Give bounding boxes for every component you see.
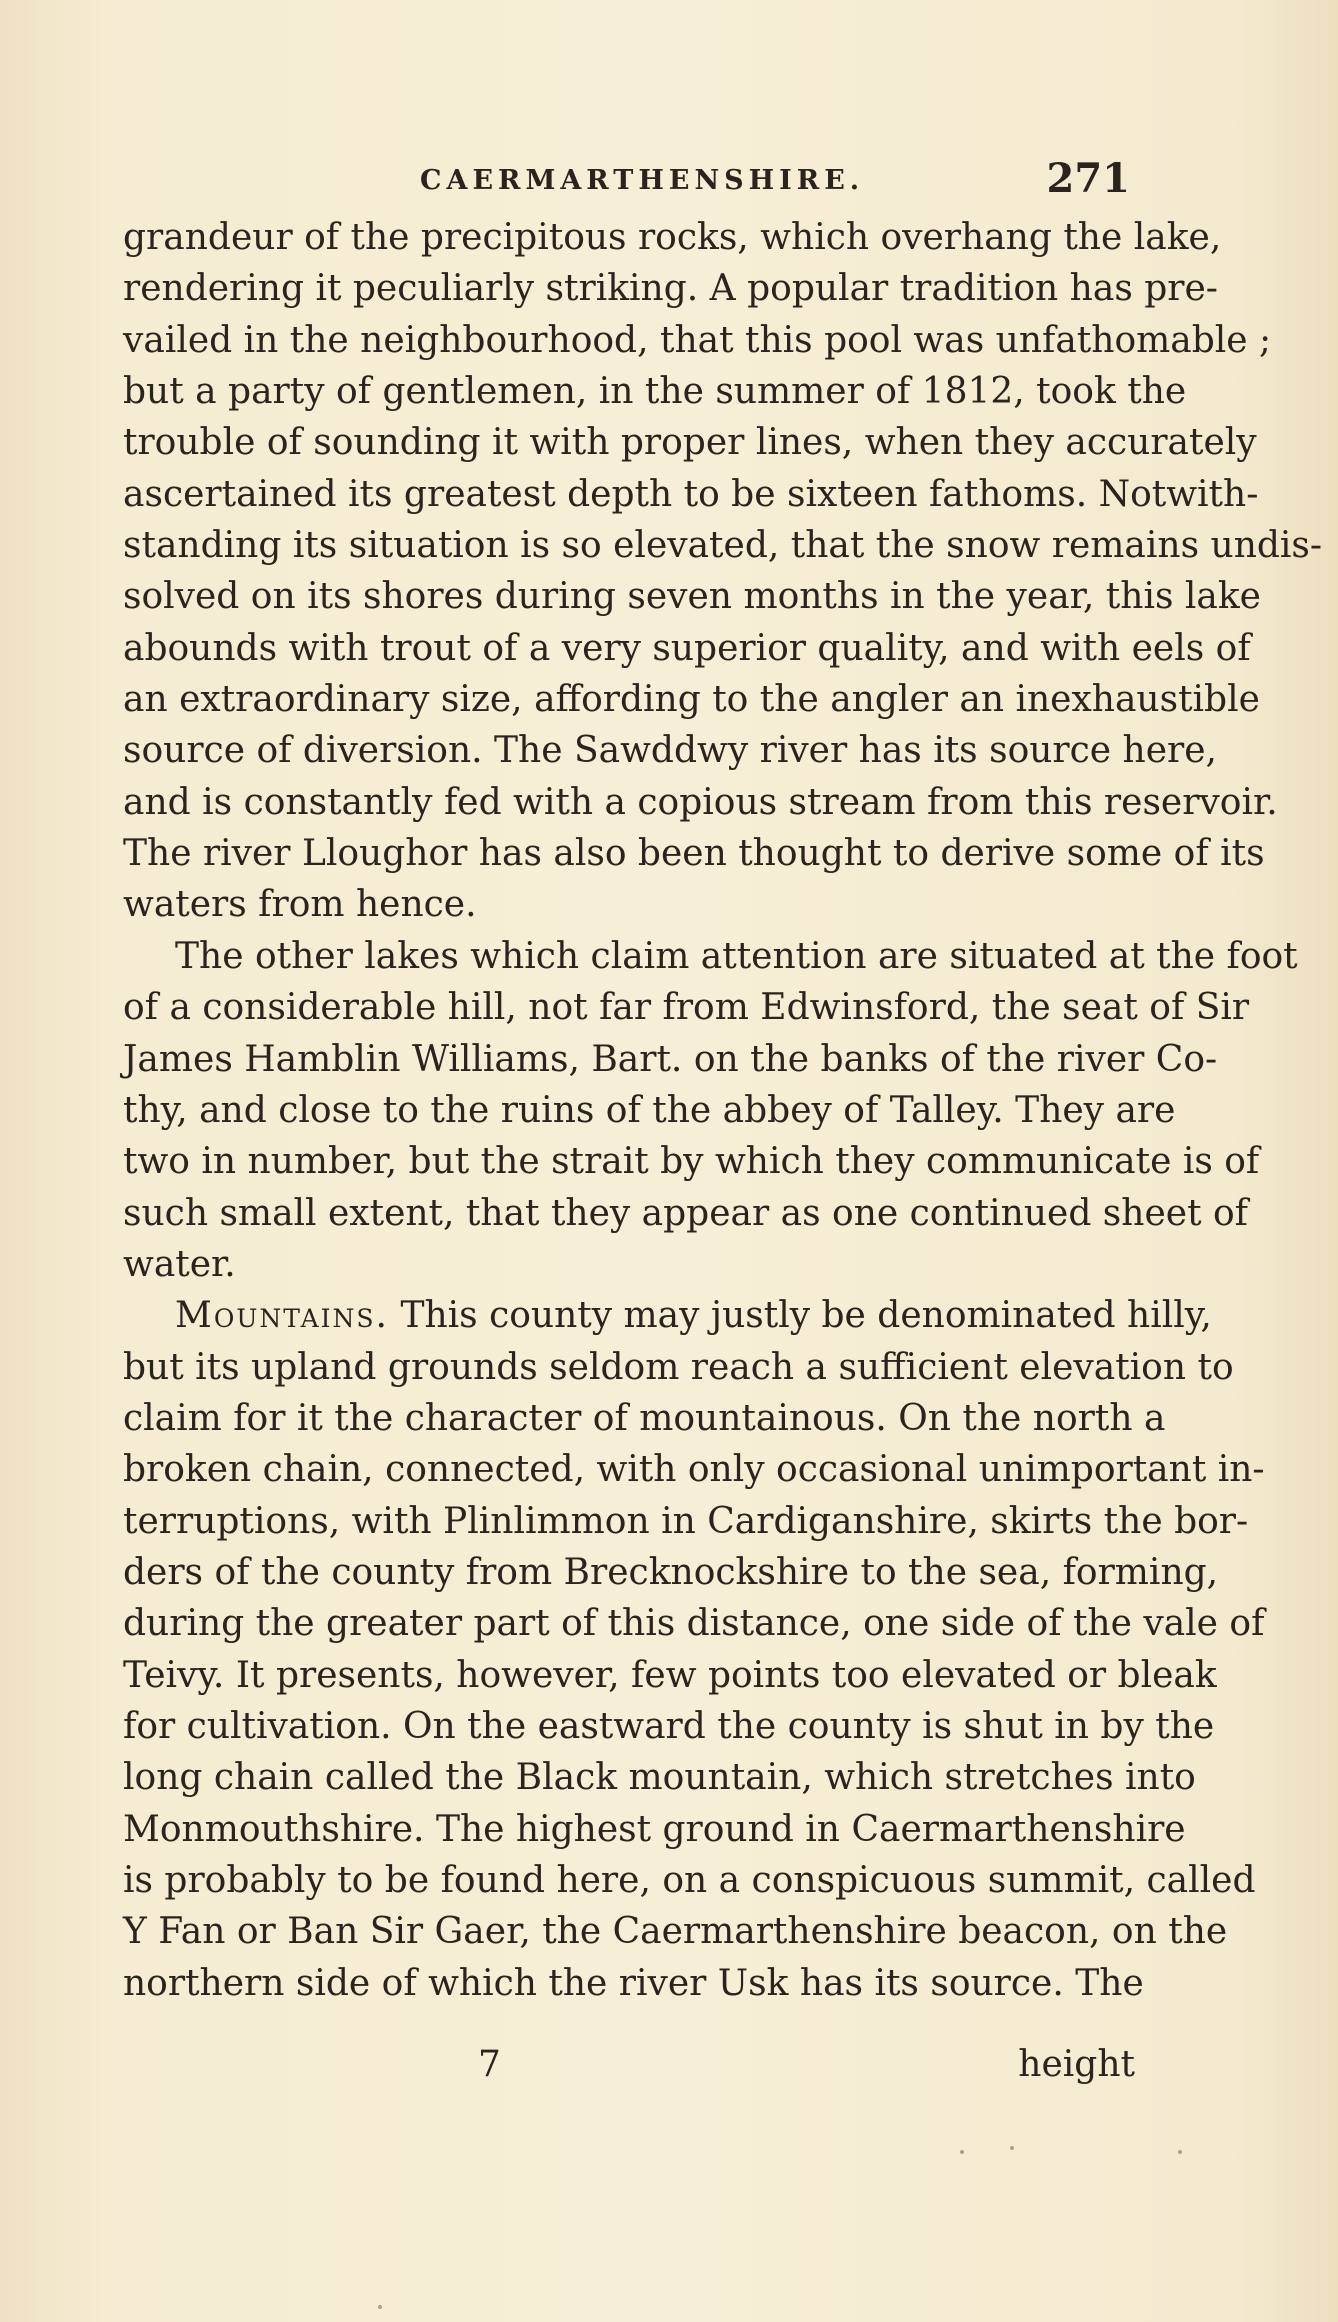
text-line: standing its situation is so elevated, that the snow remains undis- bbox=[123, 525, 1323, 567]
paper-speck bbox=[378, 2305, 382, 2309]
text-line: grandeur of the precipitous rocks, which overhang the lake, bbox=[123, 217, 1222, 258]
text-line: such small extent, that they appear as one continued sheet of bbox=[123, 1192, 1248, 1234]
text-line: vailed in the neighbourhood, that this pool was unfathomable ; bbox=[123, 319, 1272, 361]
signature-mark: 7 bbox=[478, 2044, 501, 2085]
text-line: The other lakes which claim attention are situated at the foot bbox=[175, 935, 1298, 977]
text-line: ascertained its greatest depth to be sixteen fathoms. Notwith- bbox=[123, 473, 1259, 515]
body-text bbox=[123, 212, 1323, 2009]
text-line: an extraordinary size, affording to the angler an inexhaustible bbox=[123, 679, 1260, 721]
paper-speck bbox=[1178, 2150, 1182, 2154]
text-line: but a party of gentlemen, in the summer of 1812, took the bbox=[123, 371, 1187, 413]
page-header bbox=[420, 155, 1130, 205]
text-line: for cultivation. On the eastward the county is shut in by the bbox=[123, 1705, 1215, 1747]
text-line: is probably to be found here, on a conspicuous summit, called bbox=[123, 1860, 1256, 1901]
text-line: abounds with trout of a very superior quality, and with eels of bbox=[123, 627, 1251, 669]
paragraph-other-lakes bbox=[123, 931, 1298, 1290]
text-line: Teivy. It presents, however, few points too elevated or bleak bbox=[123, 1654, 1217, 1696]
text-line-content: This county may justly be denominated hilly, bbox=[400, 1295, 1212, 1337]
text-line: Monmouthshire. The highest ground in Caermarthenshire bbox=[123, 1808, 1186, 1850]
paragraph-lake-description bbox=[123, 212, 1323, 931]
text-line: long chain called the Black mountain, which stretches into bbox=[123, 1757, 1196, 1799]
text-line: Y Fan or Ban Sir Gaer, the Caermarthenshire beacon, on the bbox=[123, 1911, 1228, 1953]
text-line: rendering it peculiarly striking. A popular tradition has pre- bbox=[123, 268, 1218, 310]
text-line: water. bbox=[123, 1243, 236, 1285]
text-line: thy, and close to the ruins of the abbey of Talley. They are bbox=[123, 1089, 1176, 1131]
text-line: broken chain, connected, with only occasional unimportant in- bbox=[123, 1449, 1265, 1491]
running-head: CAERMARTHENSHIRE. bbox=[420, 165, 865, 196]
text-line bbox=[123, 1290, 1212, 1341]
paper-speck bbox=[960, 2150, 964, 2154]
text-line: James Hamblin Williams, Bart. on the banks of the river Co- bbox=[123, 1038, 1218, 1080]
text-line: solved on its shores during seven months in the year, this lake bbox=[123, 576, 1261, 618]
page-number: 271 bbox=[1046, 155, 1130, 202]
text-line: during the greater part of this distance, one side of the vale of bbox=[123, 1603, 1265, 1645]
text-line: source of diversion. The Sawddwy river has its source here, bbox=[123, 730, 1217, 772]
text-line: trouble of sounding it with proper lines, when they accurately bbox=[123, 422, 1257, 464]
section-heading-mountains: Mountains. bbox=[175, 1295, 389, 1337]
paper-speck bbox=[1010, 2146, 1014, 2150]
text-line: waters from hence. bbox=[123, 884, 477, 926]
text-line: claim for it the character of mountainous. On the north a bbox=[123, 1397, 1166, 1439]
text-line: and is constantly fed with a copious stream from this reservoir. bbox=[123, 781, 1278, 823]
text-line: of a considerable hill, not far from Edwinsford, the seat of Sir bbox=[123, 987, 1250, 1029]
text-line: terruptions, with Plinlimmon in Cardiganshire, skirts the bor- bbox=[123, 1500, 1249, 1542]
catchword: height bbox=[1018, 2044, 1135, 2085]
text-line: The river Lloughor has also been thought to derive some of its bbox=[123, 833, 1265, 875]
text-line: but its upland grounds seldom reach a sufficient elevation to bbox=[123, 1346, 1234, 1388]
text-line: northern side of which the river Usk has its source. The bbox=[123, 1962, 1144, 2004]
text-line: ders of the county from Brecknockshire to the sea, forming, bbox=[123, 1551, 1219, 1593]
paragraph-mountains bbox=[123, 1290, 1265, 2009]
page-footer bbox=[123, 2044, 1135, 2094]
text-line: two in number, but the strait by which they communicate is of bbox=[123, 1141, 1260, 1183]
